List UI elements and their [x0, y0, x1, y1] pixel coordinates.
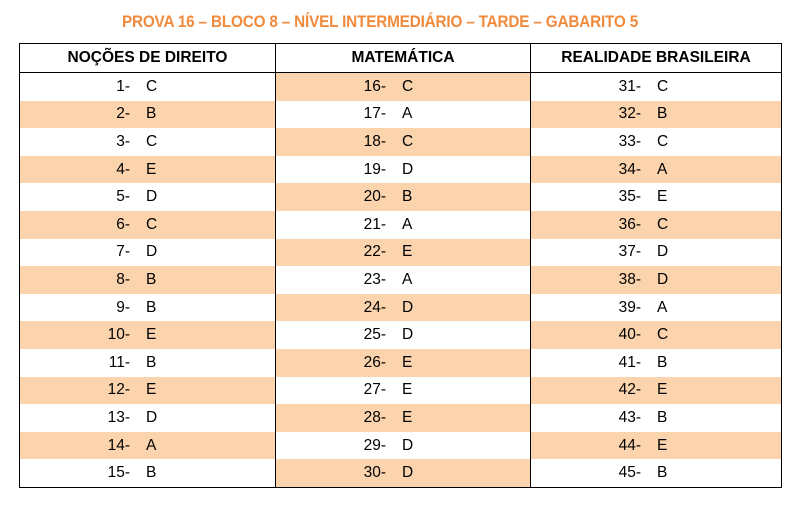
table-row	[20, 156, 275, 184]
table-row	[20, 239, 275, 267]
question-number: 11-	[108, 353, 130, 371]
question-number: 10-	[107, 326, 130, 344]
column-realidade-brasileira	[530, 44, 781, 487]
question-number: 41-	[618, 353, 641, 371]
answer-letter: B	[657, 353, 668, 371]
table-row	[276, 404, 530, 432]
answer-letter: E	[402, 243, 413, 261]
answer-letter: E	[402, 353, 413, 371]
table-row	[20, 459, 275, 487]
table-row	[276, 128, 530, 156]
question-number: 15-	[107, 464, 130, 482]
answer-letter: D	[402, 436, 414, 454]
question-number: 8-	[116, 270, 130, 288]
question-number: 27-	[363, 381, 386, 399]
table-row	[20, 211, 275, 239]
answer-letter: E	[146, 326, 157, 344]
question-number: 35-	[618, 188, 641, 206]
answer-letter: D	[146, 188, 158, 206]
question-number: 23-	[363, 270, 386, 288]
question-number: 26-	[363, 353, 386, 371]
table-row	[20, 349, 275, 377]
table-row	[276, 239, 530, 267]
table-row	[531, 183, 781, 211]
answer-letter: C	[146, 215, 158, 233]
question-number: 38-	[618, 270, 641, 288]
table-row	[276, 183, 530, 211]
answer-letter: E	[402, 381, 413, 399]
table-row	[276, 349, 530, 377]
table-row	[20, 128, 275, 156]
question-number: 7-	[116, 243, 130, 261]
question-number: 28-	[363, 408, 386, 426]
question-number: 32-	[618, 105, 641, 123]
question-number: 1-	[116, 77, 130, 95]
question-number: 40-	[618, 326, 641, 344]
question-number: 25-	[363, 326, 386, 344]
table-row	[20, 321, 275, 349]
question-number: 31-	[618, 77, 641, 95]
answer-letter: C	[657, 77, 669, 95]
answer-letter: B	[146, 353, 157, 371]
column-matematica	[275, 44, 530, 487]
answer-letter: E	[146, 381, 157, 399]
answer-letter: C	[146, 77, 158, 95]
answer-letter: A	[657, 298, 668, 316]
table-row	[276, 377, 530, 405]
question-number: 30-	[363, 464, 386, 482]
question-number: 5-	[116, 188, 130, 206]
answer-letter: D	[402, 464, 414, 482]
table-row	[20, 101, 275, 129]
question-number: 4-	[116, 160, 130, 178]
table-row	[276, 432, 530, 460]
table-row	[276, 156, 530, 184]
question-number: 9-	[116, 298, 130, 316]
question-number: 33-	[618, 132, 641, 150]
question-number: 37-	[618, 243, 641, 261]
answer-letter: B	[146, 464, 157, 482]
question-number: 29-	[363, 436, 386, 454]
table-row	[531, 211, 781, 239]
table-row	[20, 266, 275, 294]
answer-letter: C	[657, 215, 669, 233]
question-number: 17-	[363, 105, 386, 123]
table-row	[531, 239, 781, 267]
question-number: 42-	[618, 381, 641, 399]
table-row	[531, 349, 781, 377]
question-number: 34-	[618, 160, 641, 178]
table-row	[276, 211, 530, 239]
answer-letter: E	[657, 188, 668, 206]
answer-letter: E	[657, 436, 668, 454]
table-row	[531, 294, 781, 322]
question-number: 43-	[618, 408, 641, 426]
question-number: 24-	[363, 298, 386, 316]
answer-letter: D	[402, 298, 414, 316]
answer-letter: A	[402, 105, 413, 123]
question-number: 36-	[618, 215, 641, 233]
column-header: NOÇÕES DE DIREITO	[20, 44, 275, 73]
answer-letter: E	[402, 408, 413, 426]
answer-letter: D	[402, 160, 414, 178]
question-number: 44-	[618, 436, 641, 454]
question-number: 19-	[363, 160, 386, 178]
answer-letter: E	[146, 160, 157, 178]
table-row	[531, 321, 781, 349]
table-row	[276, 73, 530, 101]
table-row	[20, 432, 275, 460]
answer-letter: A	[402, 270, 413, 288]
answer-letter: B	[657, 464, 668, 482]
table-row	[20, 294, 275, 322]
answer-letter: C	[657, 326, 669, 344]
table-row	[531, 156, 781, 184]
column-header: MATEMÁTICA	[276, 44, 530, 73]
answer-letter: A	[657, 160, 668, 178]
question-number: 39-	[618, 298, 641, 316]
answer-letter: B	[146, 270, 157, 288]
answer-letter: C	[657, 132, 669, 150]
answer-letter: B	[146, 298, 157, 316]
answer-letter: A	[146, 436, 157, 454]
answer-letter: C	[146, 132, 158, 150]
question-number: 6-	[116, 215, 130, 233]
question-number: 13-	[107, 408, 130, 426]
table-row	[20, 183, 275, 211]
column-header: REALIDADE BRASILEIRA	[531, 44, 781, 73]
table-row	[531, 101, 781, 129]
question-number: 22-	[363, 243, 386, 261]
table-row	[531, 266, 781, 294]
question-number: 14-	[107, 436, 130, 454]
table-row	[531, 432, 781, 460]
table-row	[20, 73, 275, 101]
question-number: 45-	[618, 464, 641, 482]
table-row	[276, 321, 530, 349]
table-row	[531, 128, 781, 156]
table-row	[20, 377, 275, 405]
answer-letter: D	[657, 270, 669, 288]
answer-letter: B	[657, 408, 668, 426]
question-number: 16-	[363, 77, 386, 95]
answer-letter: C	[402, 77, 414, 95]
question-number: 2-	[116, 105, 130, 123]
table-row	[20, 404, 275, 432]
column-nocoes-de-direito	[20, 44, 275, 487]
question-number: 21-	[363, 215, 386, 233]
answer-letter: A	[402, 215, 413, 233]
table-row	[531, 73, 781, 101]
answer-letter: B	[146, 105, 157, 123]
question-number: 18-	[363, 132, 386, 150]
answer-key-table	[19, 43, 782, 488]
table-row	[531, 377, 781, 405]
question-number: 3-	[116, 132, 130, 150]
table-row	[276, 266, 530, 294]
answer-letter: D	[146, 243, 158, 261]
answer-letter: B	[402, 188, 413, 206]
page-title: PROVA 16 – BLOCO 8 – NÍVEL INTERMEDIÁRIO – TARDE – GABARITO 5	[121, 12, 639, 31]
table-row	[531, 459, 781, 487]
answer-letter: D	[146, 408, 158, 426]
answer-letter: D	[402, 326, 414, 344]
answer-letter: B	[657, 105, 668, 123]
question-number: 20-	[363, 188, 386, 206]
table-row	[276, 459, 530, 487]
answer-letter: E	[657, 381, 668, 399]
table-row	[276, 294, 530, 322]
question-number: 12-	[107, 381, 130, 399]
table-row	[276, 101, 530, 129]
table-row	[531, 404, 781, 432]
answer-letter: D	[657, 243, 669, 261]
answer-letter: C	[402, 132, 414, 150]
